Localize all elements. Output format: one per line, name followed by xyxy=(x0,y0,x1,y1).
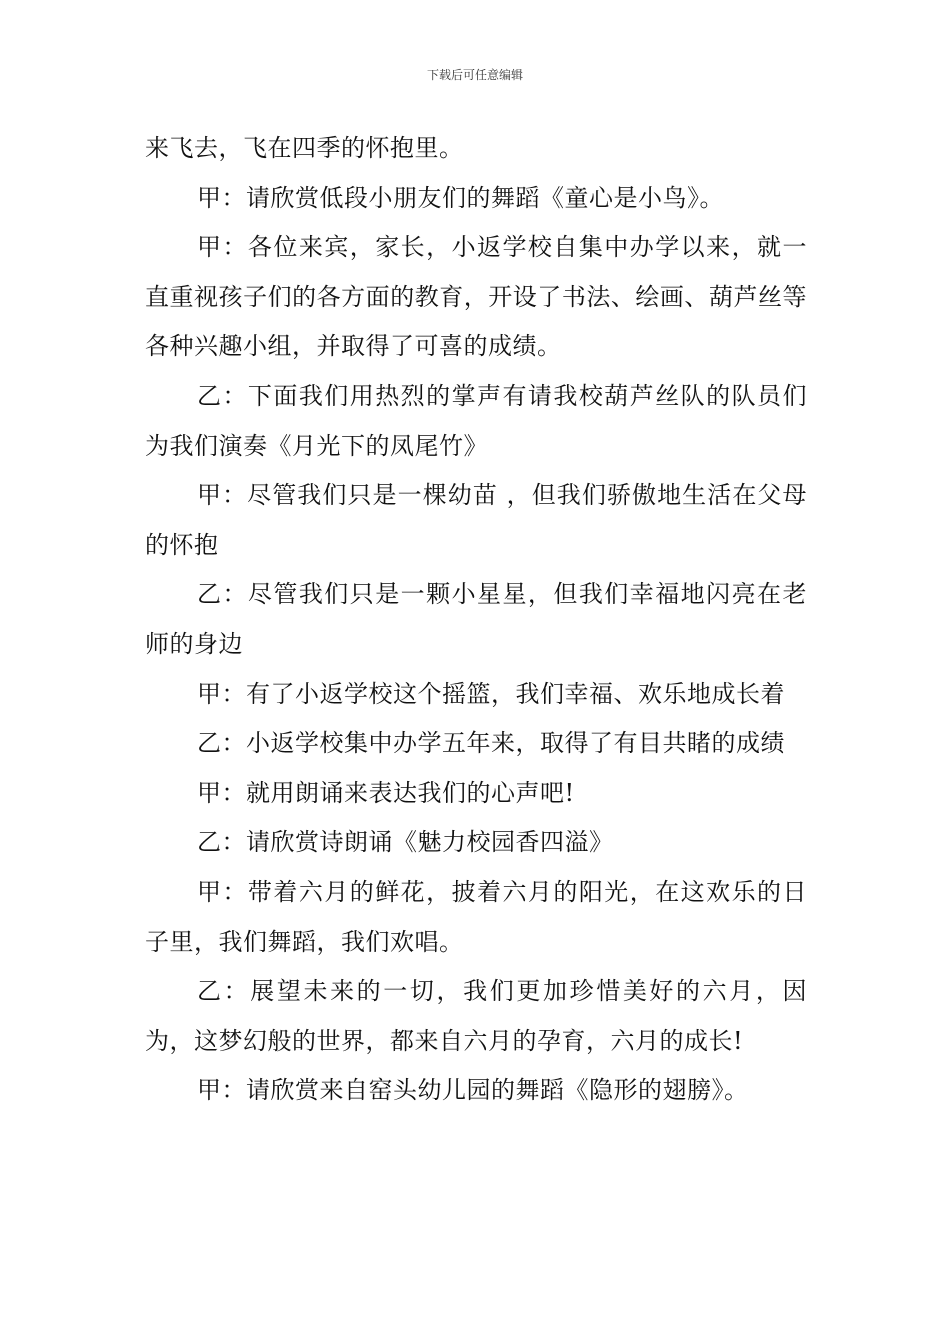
paragraph: 甲：尽管我们只是一棵幼苗 ，但我们骄傲地生活在父母的怀抱 xyxy=(145,481,807,559)
paragraph: 乙：小返学校集中办学五年来，取得了有目共睹的成绩 xyxy=(197,729,785,758)
paragraph: 甲：请欣赏低段小朋友们的舞蹈《童心是小鸟》。 xyxy=(197,183,724,212)
paragraph: 乙：展望未来的一切，我们更加珍惜美好的六月，因为，这梦幻般的世界，都来自六月的孕育，六月的成长! xyxy=(145,977,807,1055)
paragraph: 甲：有了小返学校这个摇篮，我们幸福、欢乐地成长着 xyxy=(197,679,785,708)
paragraph: 乙：下面我们用热烈的掌声有请我校葫芦丝队的队员们为我们演奏《月光下的凤尾竹》 xyxy=(145,381,807,460)
paragraph: 来飞去，飞在四季的怀抱里。 xyxy=(145,134,464,162)
document-body xyxy=(145,124,807,1116)
paragraph: 甲：请欣赏来自窑头幼儿园的舞蹈《隐形的翅膀》。 xyxy=(197,1076,749,1105)
paragraph: 乙：尽管我们只是一颗小星星，但我们幸福地闪亮在老师的身边 xyxy=(145,580,807,658)
paragraph: 乙：请欣赏诗朗诵《魅力校园香四溢》 xyxy=(197,828,614,857)
paragraph: 甲：就用朗诵来表达我们的心声吧! xyxy=(197,778,575,807)
paragraph: 甲：带着六月的鲜花，披着六月的阳光，在这欢乐的日子里，我们舞蹈，我们欢唱。 xyxy=(145,877,807,956)
paragraph: 甲：各位来宾，家长，小返学校自集中办学以来，就一直重视孩子们的各方面的教育，开设了书法、绘画、葫芦丝等各种兴趣小组，并取得了可喜的成绩。 xyxy=(145,233,807,361)
page-header: 下载后可任意编辑 xyxy=(426,68,523,82)
